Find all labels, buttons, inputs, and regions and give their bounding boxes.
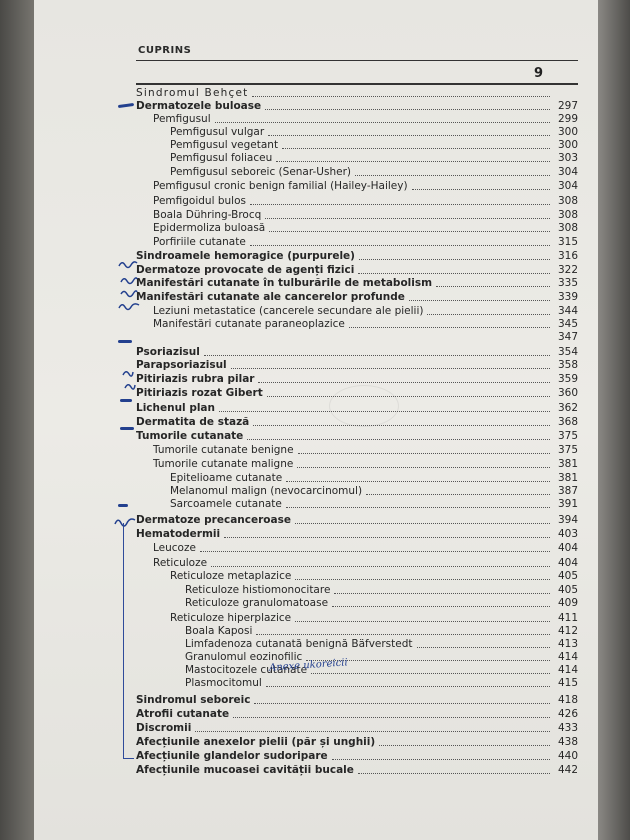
toc-entry-title: Reticuloze histiomonocitare: [185, 584, 331, 596]
toc-entry: [170, 139, 578, 151]
toc-entry-title: Tumorile cutanate: [136, 430, 244, 442]
toc-entry-title: Dermatozele buloase: [136, 100, 262, 112]
toc-entry-page: 405: [557, 570, 578, 582]
toc-leader-dots: [276, 161, 550, 162]
toc-entry-title: Parapsoriazisul: [136, 359, 227, 371]
pen-squiggle: [118, 301, 140, 311]
toc-entry-page: 297: [557, 100, 578, 112]
toc-entry-page: 300: [557, 126, 578, 138]
toc-entry-page: 381: [557, 472, 578, 484]
toc-entry: [136, 694, 578, 706]
toc-entry: [185, 664, 578, 676]
toc-leader-dots: [265, 218, 550, 219]
toc-entry: [136, 359, 578, 371]
toc-entry-title: Dermatita de stază: [136, 416, 250, 428]
toc-entry: [136, 291, 578, 303]
toc-entry: [170, 485, 578, 497]
toc-entry-page: 414: [557, 664, 578, 676]
toc-entry-page: 359: [557, 373, 578, 385]
toc-entry: [153, 222, 578, 234]
toc-entry: [136, 100, 578, 112]
toc-entry-page: 403: [557, 528, 578, 540]
toc-leader-dots: [252, 96, 550, 97]
toc-entry-title: Pitiriazis rubra pilar: [136, 373, 255, 385]
toc-entry-title: Mastocitozele cutanate: [185, 664, 308, 676]
toc-entry-title: Tumorile cutanate benigne: [153, 444, 294, 456]
toc-leader-dots: [247, 439, 550, 440]
toc-entry-page: 304: [557, 180, 578, 192]
toc-entry-page: 405: [557, 584, 578, 596]
toc-leader-dots: [358, 273, 550, 274]
toc-entry-page: 375: [557, 430, 578, 442]
toc-leader-dots: [332, 606, 550, 607]
pen-mark: [120, 427, 134, 430]
toc-entry: [153, 444, 578, 456]
toc-entry: [170, 472, 578, 484]
toc-entry-page: 308: [557, 222, 578, 234]
toc-leader-dots: [267, 396, 550, 397]
toc-leader-dots: [358, 773, 550, 774]
toc-entry-page: 335: [557, 277, 578, 289]
toc-entry-title: Granulomul eozinofilic: [185, 651, 303, 663]
toc-entry: [136, 402, 578, 414]
pen-squiggle: [120, 275, 138, 285]
toc-entry-title: Pemfigusul: [153, 113, 211, 125]
toc-leader-dots: [231, 368, 550, 369]
toc-entry-title: Sindromul Behçet: [136, 87, 249, 99]
pen-squiggle: [122, 368, 134, 378]
toc-entry: [185, 638, 578, 650]
toc-entry: [136, 346, 578, 358]
toc-entry: [136, 250, 578, 262]
toc-entry-title: Manifestări cutanate ale cancerelor profunde: [136, 291, 405, 303]
toc-entry: [136, 750, 578, 762]
toc-entry: [153, 113, 578, 125]
toc-entry-title: Dermatoze precanceroase: [136, 514, 291, 526]
toc-entry: [185, 677, 578, 689]
toc-entry: [136, 264, 578, 276]
toc-entry-title: Boala Dühring-Brocq: [153, 209, 262, 221]
toc-entry: [170, 166, 578, 178]
toc-leader-dots: [366, 494, 550, 495]
toc-leader-dots: [250, 204, 550, 205]
toc-entry-page: 418: [557, 694, 578, 706]
toc-entry: [185, 584, 578, 596]
toc-leader-dots: [286, 507, 550, 508]
toc-entry: [170, 612, 578, 624]
toc-entry: [170, 498, 578, 510]
toc-leader-dots: [349, 327, 550, 328]
toc-entry-title: Pitiriazis rozat Gibert: [136, 387, 263, 399]
toc-entry-page: 411: [557, 612, 578, 624]
toc-entry-title: Psoriazisul: [136, 346, 200, 358]
toc-entry-title: Reticuloze: [153, 557, 208, 569]
toc-leader-dots: [295, 579, 550, 580]
pen-squiggle: [120, 288, 138, 298]
toc-leader-dots: [258, 382, 550, 383]
toc-leader-dots: [332, 759, 550, 760]
toc-entry-title: Leucoze: [153, 542, 196, 554]
pen-squiggle: [124, 381, 136, 391]
toc-leader-dots: [224, 537, 550, 538]
toc-entry-title: Afecțiunile glandelor sudoripare: [136, 750, 328, 762]
toc-leader-dots: [295, 523, 550, 524]
toc-entry-page: 308: [557, 195, 578, 207]
pen-mark: [118, 340, 132, 343]
toc-entry: [136, 722, 578, 734]
toc-leader-dots: [250, 245, 550, 246]
toc-entry-title: Limfadenoza cutanată benignă Bäfverstedt: [185, 638, 413, 650]
toc-entry-page: 308: [557, 209, 578, 221]
toc-entry-page: 442: [557, 764, 578, 776]
toc-entry: [136, 387, 578, 399]
toc-entry-title: Atrofii cutanate: [136, 708, 230, 720]
toc-leader-dots: [286, 481, 550, 482]
toc-entry-page: 360: [557, 387, 578, 399]
toc-entry-title: Hematodermii: [136, 528, 221, 540]
toc-entry-page: 404: [557, 557, 578, 569]
toc-entry: [153, 542, 578, 554]
toc-leader-dots: [409, 300, 550, 301]
toc-entry: [153, 331, 578, 343]
toc-entry-page: 412: [557, 625, 578, 637]
book-page: [34, 0, 598, 840]
toc-entry: [170, 152, 578, 164]
toc-leader-dots: [215, 122, 550, 123]
toc-entry: [136, 416, 578, 428]
scan-right-edge: [598, 0, 630, 840]
toc-entry-page: 362: [557, 402, 578, 414]
toc-entry-title: Epidermoliza buloasă: [153, 222, 266, 234]
toc-entry-title: Lichenul plan: [136, 402, 215, 414]
toc-entry: [153, 209, 578, 221]
toc-entry: [153, 305, 578, 317]
toc-entry-page: 381: [557, 458, 578, 470]
toc-leader-dots: [427, 314, 550, 315]
toc-entry-page: 409: [557, 597, 578, 609]
toc-entry-title: Reticuloze granulomatoase: [185, 597, 329, 609]
toc-entry-title: Melanomul malign (nevocarcinomul): [170, 485, 363, 497]
toc-entry-page: 347: [557, 331, 578, 343]
toc-entry: [185, 625, 578, 637]
toc-leader-dots: [195, 731, 550, 732]
toc-leader-dots: [417, 647, 550, 648]
page-number: 9: [534, 66, 544, 81]
toc-leader-dots: [359, 259, 550, 260]
toc-entry-page: 322: [557, 264, 578, 276]
toc-leader-dots: [254, 703, 550, 704]
toc-entry: [170, 570, 578, 582]
toc-leader-dots: [334, 593, 550, 594]
toc-entry-title: Pemfigusul vegetant: [170, 139, 279, 151]
toc-entry-title: Porfiriile cutanate: [153, 236, 246, 248]
toc-leader-dots: [298, 453, 550, 454]
toc-entry-title: Pemfigusul vulgar: [170, 126, 265, 138]
toc-leader-dots: [297, 467, 550, 468]
toc-leader-dots: [379, 745, 550, 746]
toc-entry-page: 315: [557, 236, 578, 248]
toc-leader-dots: [233, 717, 550, 718]
table-of-contents: [34, 0, 598, 840]
toc-entry-page: 304: [557, 166, 578, 178]
toc-entry-page: 316: [557, 250, 578, 262]
toc-entry-page: 300: [557, 139, 578, 151]
toc-entry: [185, 597, 578, 609]
toc-entry: [153, 195, 578, 207]
toc-entry-page: 415: [557, 677, 578, 689]
toc-entry-title: Dermatoze provocate de agenți fizici: [136, 264, 355, 276]
toc-entry-title: Pemfigoidul bulos: [153, 195, 246, 207]
toc-entry: [153, 557, 578, 569]
toc-entry: [136, 708, 578, 720]
pen-squiggle: [118, 259, 138, 269]
toc-entry-page: 339: [557, 291, 578, 303]
toc-leader-dots: [282, 148, 550, 149]
toc-entry: [170, 126, 578, 138]
toc-entry-title: Sarcoamele cutanate: [170, 498, 282, 510]
toc-entry: [136, 736, 578, 748]
toc-entry-title: Pemfigusul foliaceu: [170, 152, 273, 164]
toc-entry-title: Sindromul seboreic: [136, 694, 251, 706]
pen-mark: [118, 504, 128, 507]
toc-leader-dots: [253, 425, 550, 426]
toc-entry: [153, 180, 578, 192]
toc-entry: [153, 318, 578, 330]
pen-mark: [120, 399, 132, 402]
toc-entry-page: 440: [557, 750, 578, 762]
handwritten-note: Anexe ukoreicii: [268, 657, 349, 674]
toc-entry: [136, 514, 578, 526]
toc-entry-title: Pemfigusul seboreic (Senar-Usher): [170, 166, 351, 178]
toc-entry-title: Pemfigusul cronic benign familial (Hailey-Hailey): [153, 180, 408, 192]
toc-leader-dots: [211, 566, 550, 567]
toc-entry: [136, 373, 578, 385]
toc-entry-title: Plasmocitomul: [185, 677, 262, 689]
scan-left-edge: [0, 0, 34, 840]
toc-leader-dots: [355, 175, 550, 176]
toc-leader-dots: [412, 189, 550, 190]
toc-entry-page: 414: [557, 651, 578, 663]
toc-leader-dots: [268, 135, 550, 136]
toc-entry: [136, 764, 578, 776]
toc-entry: [136, 87, 578, 99]
toc-entry-title: Epitelioame cutanate: [170, 472, 283, 484]
toc-entry-page: 404: [557, 542, 578, 554]
toc-entry-page: 345: [557, 318, 578, 330]
toc-entry-page: 354: [557, 346, 578, 358]
toc-entry-title: Manifestări cutanate în tulburările de metabolism: [136, 277, 433, 289]
toc-leader-dots: [200, 551, 550, 552]
toc-entry-page: 358: [557, 359, 578, 371]
toc-leader-dots: [269, 231, 550, 232]
toc-entry-title: Reticuloze hiperplazice: [170, 612, 292, 624]
toc-entry-title: Reticuloze metaplazice: [170, 570, 292, 582]
toc-entry-page: 413: [557, 638, 578, 650]
toc-entry-page: 375: [557, 444, 578, 456]
toc-leader-dots: [256, 634, 550, 635]
toc-entry-title: Leziuni metastatice (cancerele secundare ale pielii): [153, 305, 424, 317]
toc-entry-title: Afecțiunile anexelor pielii (păr și unghii): [136, 736, 376, 748]
toc-leader-dots: [204, 355, 550, 356]
toc-entry-page: 394: [557, 514, 578, 526]
toc-entry-title: Discromii: [136, 722, 192, 734]
toc-entry-title: Afecțiunile mucoasei cavității bucale: [136, 764, 354, 776]
toc-entry-title: Sindroamele hemoragice (purpurele): [136, 250, 355, 262]
toc-entry-page: 299: [557, 113, 578, 125]
toc-leader-dots: [295, 621, 550, 622]
toc-entry-page: 303: [557, 152, 578, 164]
toc-entry-page: 387: [557, 485, 578, 497]
toc-leader-dots: [311, 673, 550, 674]
toc-entry-page: 433: [557, 722, 578, 734]
toc-leader-dots: [436, 286, 550, 287]
toc-entry-page: 344: [557, 305, 578, 317]
toc-entry-title: Manifestări cutanate paraneoplazice: [153, 318, 345, 330]
toc-leader-dots: [219, 411, 550, 412]
toc-entry-page: 391: [557, 498, 578, 510]
toc-entry: [136, 277, 578, 289]
toc-entry: [136, 528, 578, 540]
toc-entry: [153, 236, 578, 248]
toc-entry-title: Boala Kaposi: [185, 625, 253, 637]
page-header-title: CUPRINS: [138, 45, 192, 56]
toc-entry: [136, 430, 578, 442]
pen-bracket: [123, 523, 134, 759]
toc-entry: [153, 458, 578, 470]
toc-entry-page: 438: [557, 736, 578, 748]
toc-entry: [185, 651, 578, 663]
toc-leader-dots: [265, 109, 550, 110]
toc-entry-page: 368: [557, 416, 578, 428]
toc-entry-page: 426: [557, 708, 578, 720]
toc-entry-title: Tumorile cutanate maligne: [153, 458, 294, 470]
toc-leader-dots: [266, 686, 550, 687]
